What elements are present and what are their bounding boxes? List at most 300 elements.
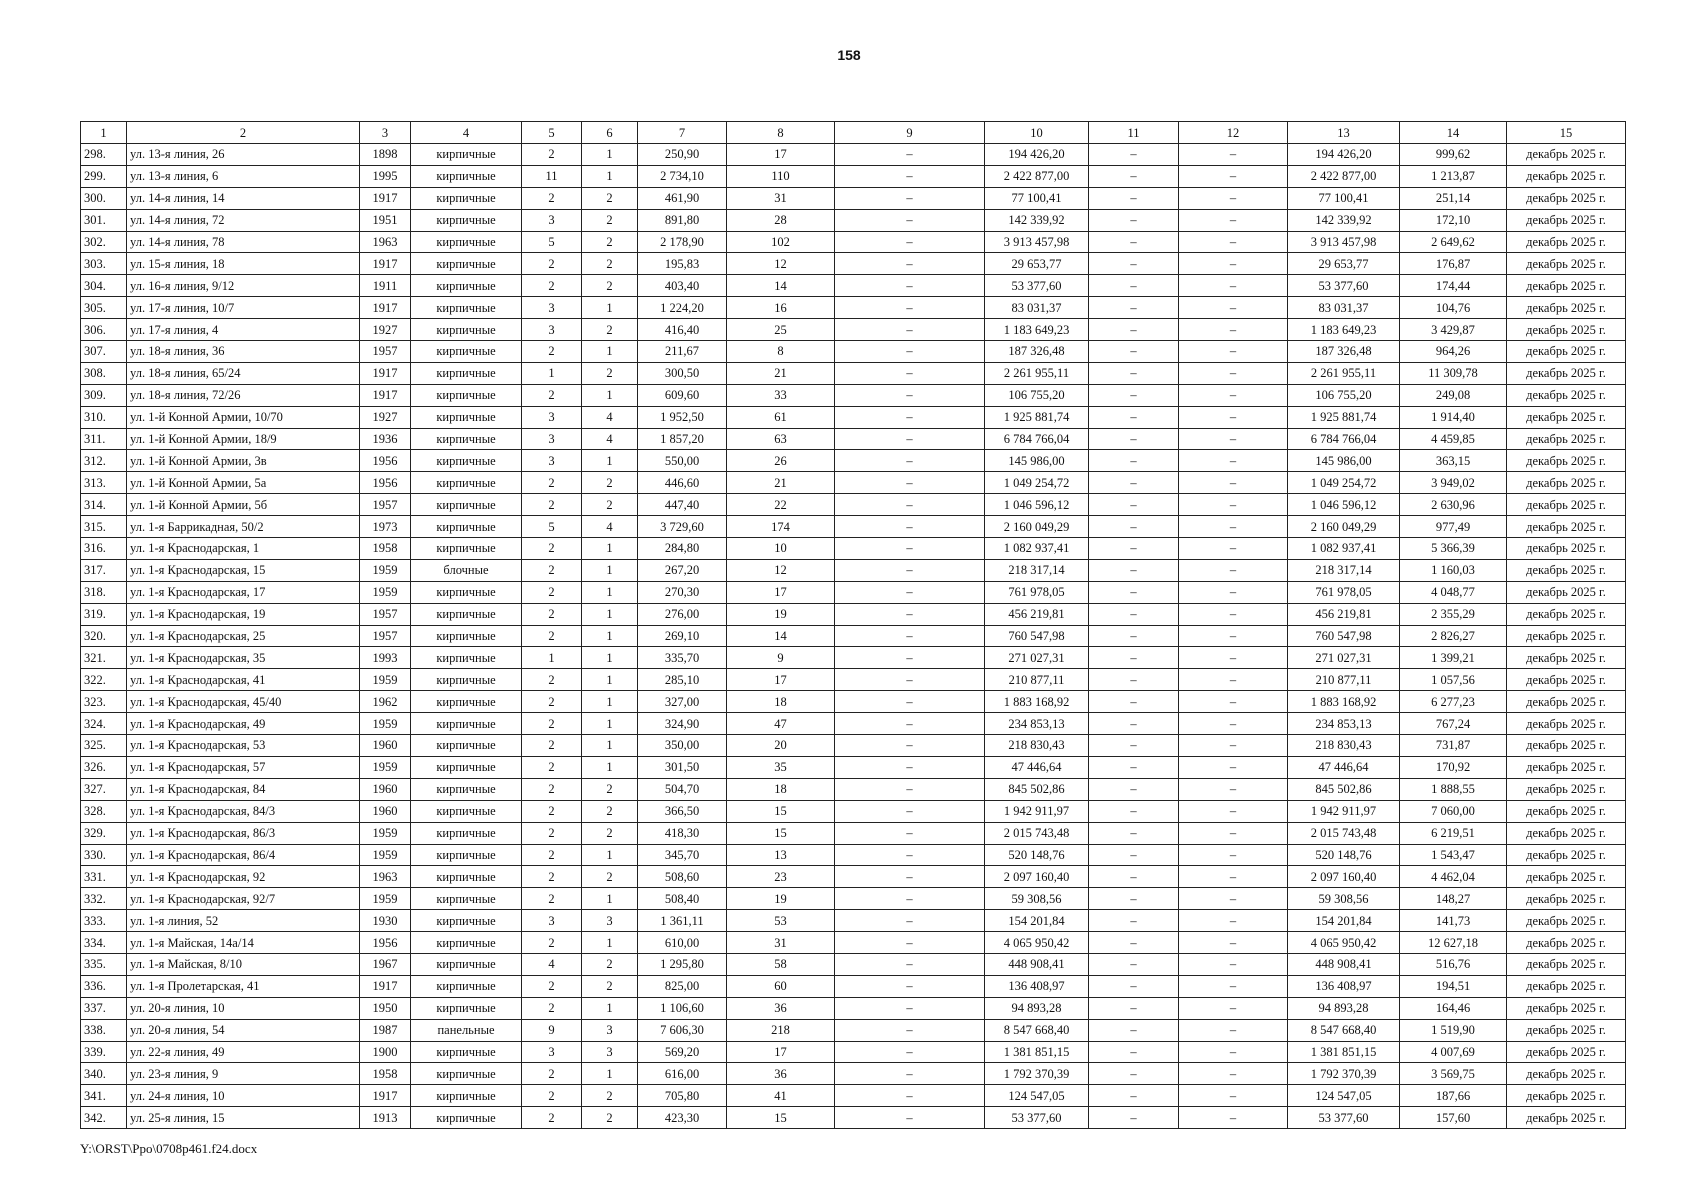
table-cell: ул. 1-я Краснодарская, 35 — [127, 647, 360, 669]
table-cell: – — [1089, 822, 1179, 844]
table-cell: ул. 14-я линия, 78 — [127, 231, 360, 253]
table-cell: декабрь 2025 г. — [1507, 1041, 1626, 1063]
table-cell: 1967 — [360, 953, 411, 975]
table-cell: – — [1089, 319, 1179, 341]
table-cell: 300. — [81, 187, 127, 209]
table-cell: 301. — [81, 209, 127, 231]
table-cell: – — [835, 231, 985, 253]
table-cell: 448 908,41 — [1288, 953, 1400, 975]
table-cell: ул. 17-я линия, 10/7 — [127, 297, 360, 319]
table-cell: 332. — [81, 888, 127, 910]
table-cell: – — [835, 866, 985, 888]
table-cell: 1960 — [360, 778, 411, 800]
table-cell: 315. — [81, 516, 127, 538]
table-cell: – — [1089, 472, 1179, 494]
table-cell: ул. 15-я линия, 18 — [127, 253, 360, 275]
table-cell: 1 857,20 — [638, 428, 727, 450]
table-cell: 21 — [727, 472, 835, 494]
table-cell: 2 — [582, 187, 638, 209]
table-cell: 17 — [727, 669, 835, 691]
table-cell: 110 — [727, 165, 835, 187]
table-cell: ул. 1-я Краснодарская, 45/40 — [127, 691, 360, 713]
table-row — [81, 866, 1626, 888]
table-cell: 16 — [727, 297, 835, 319]
table-cell: – — [835, 888, 985, 910]
table-cell: ул. 1-й Конной Армии, 5б — [127, 494, 360, 516]
table-cell: – — [835, 538, 985, 560]
table-cell: 17 — [727, 144, 835, 166]
table-cell: декабрь 2025 г. — [1507, 362, 1626, 384]
table-cell: декабрь 2025 г. — [1507, 713, 1626, 735]
table-row — [81, 472, 1626, 494]
table-cell: – — [1089, 713, 1179, 735]
table-cell: – — [1179, 932, 1288, 954]
column-header-13: 13 — [1288, 122, 1400, 144]
table-cell: – — [1089, 756, 1179, 778]
table-cell: 36 — [727, 1063, 835, 1085]
table-row — [81, 910, 1626, 932]
header-row — [81, 122, 1626, 144]
table-cell: – — [835, 1063, 985, 1085]
table-row — [81, 297, 1626, 319]
table-cell: 11 — [522, 165, 582, 187]
table-cell: 2 — [582, 472, 638, 494]
table-cell: 1 057,56 — [1400, 669, 1507, 691]
table-cell: 1 046 596,12 — [985, 494, 1089, 516]
table-cell: 211,67 — [638, 341, 727, 363]
table-cell: 35 — [727, 756, 835, 778]
table-cell: кирпичные — [411, 756, 522, 778]
table-cell: 1993 — [360, 647, 411, 669]
table-cell: – — [1179, 1019, 1288, 1041]
table-cell: 26 — [727, 450, 835, 472]
table-cell: ул. 20-я линия, 54 — [127, 1019, 360, 1041]
table-cell: декабрь 2025 г. — [1507, 625, 1626, 647]
table-cell: 1957 — [360, 603, 411, 625]
table-cell: 760 547,98 — [985, 625, 1089, 647]
table-cell: 1956 — [360, 450, 411, 472]
table-cell: 3 — [582, 910, 638, 932]
table-cell: 1 — [582, 341, 638, 363]
table-row — [81, 428, 1626, 450]
table-cell: 104,76 — [1400, 297, 1507, 319]
table-cell: 31 — [727, 187, 835, 209]
table-cell: кирпичные — [411, 341, 522, 363]
table-cell: 4 — [522, 953, 582, 975]
table-cell: 2 — [582, 778, 638, 800]
table-cell: – — [1179, 538, 1288, 560]
table-cell: 2 — [582, 253, 638, 275]
table-cell: 2 — [582, 362, 638, 384]
table-row — [81, 1107, 1626, 1129]
table-cell: кирпичные — [411, 822, 522, 844]
table-row — [81, 735, 1626, 757]
table-cell: 2 — [522, 669, 582, 691]
table-cell: 1 361,11 — [638, 910, 727, 932]
table-cell: 330. — [81, 844, 127, 866]
table-cell: 106 755,20 — [985, 384, 1089, 406]
table-cell: – — [1089, 384, 1179, 406]
table-cell: ул. 1-й Конной Армии, 18/9 — [127, 428, 360, 450]
table-cell: 1987 — [360, 1019, 411, 1041]
table-cell: 106 755,20 — [1288, 384, 1400, 406]
table-cell: 25 — [727, 319, 835, 341]
table-cell: 2 178,90 — [638, 231, 727, 253]
table-cell: 1957 — [360, 341, 411, 363]
table-cell: 6 219,51 — [1400, 822, 1507, 844]
table-cell: кирпичные — [411, 275, 522, 297]
table-cell: 310. — [81, 406, 127, 428]
table-cell: 1 224,20 — [638, 297, 727, 319]
table-cell: – — [1179, 756, 1288, 778]
table-cell: ул. 1-я Пролетарская, 41 — [127, 975, 360, 997]
table-cell: 2 649,62 — [1400, 231, 1507, 253]
table-cell: декабрь 2025 г. — [1507, 800, 1626, 822]
table-cell: 195,83 — [638, 253, 727, 275]
table-cell: 3 913 457,98 — [1288, 231, 1400, 253]
table-cell: – — [1179, 647, 1288, 669]
table-cell: 6 277,23 — [1400, 691, 1507, 713]
column-header-15: 15 — [1507, 122, 1626, 144]
table-row — [81, 953, 1626, 975]
table-cell: 2 — [582, 209, 638, 231]
table-cell: 187 326,48 — [1288, 341, 1400, 363]
table-cell: 1950 — [360, 997, 411, 1019]
table-cell: 47 — [727, 713, 835, 735]
table-cell: 1963 — [360, 866, 411, 888]
column-header-3: 3 — [360, 122, 411, 144]
table-cell: кирпичные — [411, 866, 522, 888]
table-cell: 1917 — [360, 187, 411, 209]
table-cell: 2 — [522, 713, 582, 735]
table-cell: 306. — [81, 319, 127, 341]
table-cell: – — [1089, 953, 1179, 975]
table-cell: 363,15 — [1400, 450, 1507, 472]
table-cell: 142 339,92 — [985, 209, 1089, 231]
table-cell: кирпичные — [411, 297, 522, 319]
table-cell: – — [835, 778, 985, 800]
table-row — [81, 844, 1626, 866]
column-header-9: 9 — [835, 122, 985, 144]
table-cell: 164,46 — [1400, 997, 1507, 1019]
table-cell: 302. — [81, 231, 127, 253]
table-cell: 610,00 — [638, 932, 727, 954]
table-cell: – — [1179, 494, 1288, 516]
table-cell: – — [1089, 144, 1179, 166]
table-cell: 550,00 — [638, 450, 727, 472]
table-cell: 891,80 — [638, 209, 727, 231]
table-cell: 3 — [522, 209, 582, 231]
table-cell: 4 — [582, 516, 638, 538]
table-cell: 609,60 — [638, 384, 727, 406]
table-cell: – — [1179, 691, 1288, 713]
table-cell: 1 — [582, 735, 638, 757]
table-cell: 322. — [81, 669, 127, 691]
table-cell: 194,51 — [1400, 975, 1507, 997]
table-cell: 1 914,40 — [1400, 406, 1507, 428]
table-cell: 504,70 — [638, 778, 727, 800]
table-cell: – — [1089, 253, 1179, 275]
table-cell: 2 097 160,40 — [985, 866, 1089, 888]
table-cell: – — [835, 297, 985, 319]
table-cell: 2 — [522, 1107, 582, 1129]
table-cell: 59 308,56 — [985, 888, 1089, 910]
table-cell: 154 201,84 — [1288, 910, 1400, 932]
housing-register-table — [80, 121, 1626, 1129]
table-cell: 2 — [522, 144, 582, 166]
table-cell: 2 — [582, 953, 638, 975]
table-cell: 2 355,29 — [1400, 603, 1507, 625]
table-cell: 300,50 — [638, 362, 727, 384]
table-cell: – — [835, 581, 985, 603]
table-cell: 825,00 — [638, 975, 727, 997]
table-cell: кирпичные — [411, 603, 522, 625]
table-cell: кирпичные — [411, 538, 522, 560]
table-cell: 148,27 — [1400, 888, 1507, 910]
table-cell: 18 — [727, 691, 835, 713]
table-cell: 337. — [81, 997, 127, 1019]
table-cell: кирпичные — [411, 625, 522, 647]
table-cell: 311. — [81, 428, 127, 450]
table-cell: 4 459,85 — [1400, 428, 1507, 450]
table-row — [81, 341, 1626, 363]
table-cell: 329. — [81, 822, 127, 844]
table-cell: – — [1179, 450, 1288, 472]
table-cell: 2 — [582, 1085, 638, 1107]
table-cell: кирпичные — [411, 406, 522, 428]
table-cell: 1959 — [360, 581, 411, 603]
table-row — [81, 756, 1626, 778]
table-cell: 1917 — [360, 384, 411, 406]
table-cell: – — [1089, 275, 1179, 297]
table-cell: ул. 1-й Конной Армии, 10/70 — [127, 406, 360, 428]
table-row — [81, 187, 1626, 209]
table-cell: – — [1089, 297, 1179, 319]
table-cell: кирпичные — [411, 362, 522, 384]
table-cell: 5 366,39 — [1400, 538, 1507, 560]
table-cell: 1 942 911,97 — [985, 800, 1089, 822]
table-cell: – — [1179, 625, 1288, 647]
table-cell: 1 — [582, 581, 638, 603]
table-cell: 210 877,11 — [985, 669, 1089, 691]
table-cell: 2 — [522, 1063, 582, 1085]
table-cell: 17 — [727, 581, 835, 603]
table-cell: кирпичные — [411, 975, 522, 997]
table-cell: 2 — [522, 932, 582, 954]
table-cell: 2 — [582, 1107, 638, 1129]
table-cell: 33 — [727, 384, 835, 406]
table-cell: декабрь 2025 г. — [1507, 231, 1626, 253]
table-cell: 1 183 649,23 — [1288, 319, 1400, 341]
table-cell: 327. — [81, 778, 127, 800]
table-cell: 3 — [522, 450, 582, 472]
table-cell: 1 — [582, 450, 638, 472]
table-cell: декабрь 2025 г. — [1507, 297, 1626, 319]
table-cell: – — [1179, 822, 1288, 844]
table-cell: 2 — [582, 275, 638, 297]
table-cell: – — [835, 603, 985, 625]
table-cell: 1 — [582, 538, 638, 560]
table-cell: 338. — [81, 1019, 127, 1041]
table-cell: 508,60 — [638, 866, 727, 888]
table-cell: – — [1089, 735, 1179, 757]
table-cell: – — [1179, 384, 1288, 406]
table-cell: 1 — [582, 756, 638, 778]
table-cell: 845 502,86 — [985, 778, 1089, 800]
table-cell: – — [835, 669, 985, 691]
table-cell: 2 160 049,29 — [1288, 516, 1400, 538]
table-row — [81, 494, 1626, 516]
table-cell: кирпичные — [411, 910, 522, 932]
table-cell: – — [1089, 800, 1179, 822]
table-cell: 1 183 649,23 — [985, 319, 1089, 341]
table-cell: ул. 17-я линия, 4 — [127, 319, 360, 341]
table-cell: 53 377,60 — [1288, 275, 1400, 297]
table-cell: 17 — [727, 1041, 835, 1063]
table-cell: 145 986,00 — [1288, 450, 1400, 472]
table-cell: 964,26 — [1400, 341, 1507, 363]
table-cell: декабрь 2025 г. — [1507, 253, 1626, 275]
table-cell: – — [1179, 669, 1288, 691]
column-header-11: 11 — [1089, 122, 1179, 144]
table-cell: декабрь 2025 г. — [1507, 997, 1626, 1019]
table-cell: 3 — [522, 319, 582, 341]
table-cell: 1959 — [360, 756, 411, 778]
table-cell: 2 — [582, 866, 638, 888]
table-cell: 19 — [727, 888, 835, 910]
table-cell: кирпичные — [411, 144, 522, 166]
table-cell: – — [1089, 844, 1179, 866]
table-cell: 1 — [582, 1063, 638, 1085]
table-cell: 124 547,05 — [985, 1085, 1089, 1107]
table-cell: кирпичные — [411, 647, 522, 669]
table-cell: 2 — [522, 756, 582, 778]
table-cell: ул. 1-й Конной Армии, 3в — [127, 450, 360, 472]
table-cell: 3 729,60 — [638, 516, 727, 538]
table-cell: – — [1179, 165, 1288, 187]
table-cell: – — [1179, 735, 1288, 757]
column-header-4: 4 — [411, 122, 522, 144]
table-cell: – — [835, 1085, 985, 1107]
table-cell: 2 015 743,48 — [985, 822, 1089, 844]
table-cell: 1 925 881,74 — [985, 406, 1089, 428]
table-cell: 4 065 950,42 — [985, 932, 1089, 954]
table-cell: 345,70 — [638, 844, 727, 866]
table-cell: 1959 — [360, 559, 411, 581]
table-cell: 2 — [582, 800, 638, 822]
table-row — [81, 559, 1626, 581]
table-cell: – — [835, 1041, 985, 1063]
table-cell: 136 408,97 — [985, 975, 1089, 997]
table-row — [81, 581, 1626, 603]
table-cell: 320. — [81, 625, 127, 647]
table-cell: 1 942 911,97 — [1288, 800, 1400, 822]
table-cell: 1 792 370,39 — [1288, 1063, 1400, 1085]
table-cell: 328. — [81, 800, 127, 822]
table-cell: 53 377,60 — [985, 275, 1089, 297]
table-cell: ул. 1-я Краснодарская, 25 — [127, 625, 360, 647]
table-cell: – — [1089, 1019, 1179, 1041]
table-cell: 1959 — [360, 822, 411, 844]
table-cell: кирпичные — [411, 800, 522, 822]
table-cell: – — [1089, 538, 1179, 560]
table-cell: 1 952,50 — [638, 406, 727, 428]
table-cell: ул. 1-я Краснодарская, 53 — [127, 735, 360, 757]
table-cell: 4 — [582, 406, 638, 428]
table-cell: 1917 — [360, 362, 411, 384]
table-cell: 731,87 — [1400, 735, 1507, 757]
table-cell: декабрь 2025 г. — [1507, 756, 1626, 778]
table-cell: кирпичные — [411, 516, 522, 538]
table-cell: 1958 — [360, 1063, 411, 1085]
table-cell: кирпичные — [411, 713, 522, 735]
table-cell: 3 — [522, 297, 582, 319]
table-cell: 19 — [727, 603, 835, 625]
table-cell: 218 830,43 — [985, 735, 1089, 757]
table-cell: 1 888,55 — [1400, 778, 1507, 800]
table-cell: 423,30 — [638, 1107, 727, 1129]
table-cell: 12 627,18 — [1400, 932, 1507, 954]
table-cell: 324. — [81, 713, 127, 735]
table-cell: декабрь 2025 г. — [1507, 494, 1626, 516]
table-cell: 142 339,92 — [1288, 209, 1400, 231]
table-cell: – — [1089, 165, 1179, 187]
table-cell: – — [1179, 472, 1288, 494]
table-cell: 977,49 — [1400, 516, 1507, 538]
table-cell: – — [1089, 1063, 1179, 1085]
table-cell: ул. 1-я Майская, 8/10 — [127, 953, 360, 975]
table-cell: 1936 — [360, 428, 411, 450]
table-cell: 1 883 168,92 — [985, 691, 1089, 713]
table-cell: – — [835, 822, 985, 844]
table-cell: 1951 — [360, 209, 411, 231]
table-cell: ул. 1-я Краснодарская, 49 — [127, 713, 360, 735]
table-cell: 319. — [81, 603, 127, 625]
table-cell: 2 — [522, 625, 582, 647]
table-cell: 2 — [522, 691, 582, 713]
table-cell: 83 031,37 — [985, 297, 1089, 319]
table-cell: 341. — [81, 1085, 127, 1107]
column-header-12: 12 — [1179, 122, 1288, 144]
table-cell: 22 — [727, 494, 835, 516]
table-cell: 2 261 955,11 — [1288, 362, 1400, 384]
table-cell: – — [835, 384, 985, 406]
table-cell: 1960 — [360, 800, 411, 822]
table-cell: декабрь 2025 г. — [1507, 975, 1626, 997]
table-cell: – — [1179, 866, 1288, 888]
table-cell: кирпичные — [411, 384, 522, 406]
table-cell: – — [1089, 625, 1179, 647]
table-cell: 1 213,87 — [1400, 165, 1507, 187]
table-cell: 1 — [582, 669, 638, 691]
table-cell: 1 049 254,72 — [1288, 472, 1400, 494]
table-cell: – — [1179, 231, 1288, 253]
table-cell: декабрь 2025 г. — [1507, 778, 1626, 800]
table-cell: 313. — [81, 472, 127, 494]
table-cell: – — [1179, 1063, 1288, 1085]
table-cell: 31 — [727, 932, 835, 954]
table-cell: декабрь 2025 г. — [1507, 384, 1626, 406]
table-cell: 1959 — [360, 713, 411, 735]
table-cell: ул. 1-я Краснодарская, 84 — [127, 778, 360, 800]
table-cell: 15 — [727, 800, 835, 822]
table-cell: 1 295,80 — [638, 953, 727, 975]
table-cell: 335. — [81, 953, 127, 975]
table-cell: 3 — [582, 1019, 638, 1041]
column-header-1: 1 — [81, 122, 127, 144]
table-cell: 705,80 — [638, 1085, 727, 1107]
table-cell: 29 653,77 — [1288, 253, 1400, 275]
